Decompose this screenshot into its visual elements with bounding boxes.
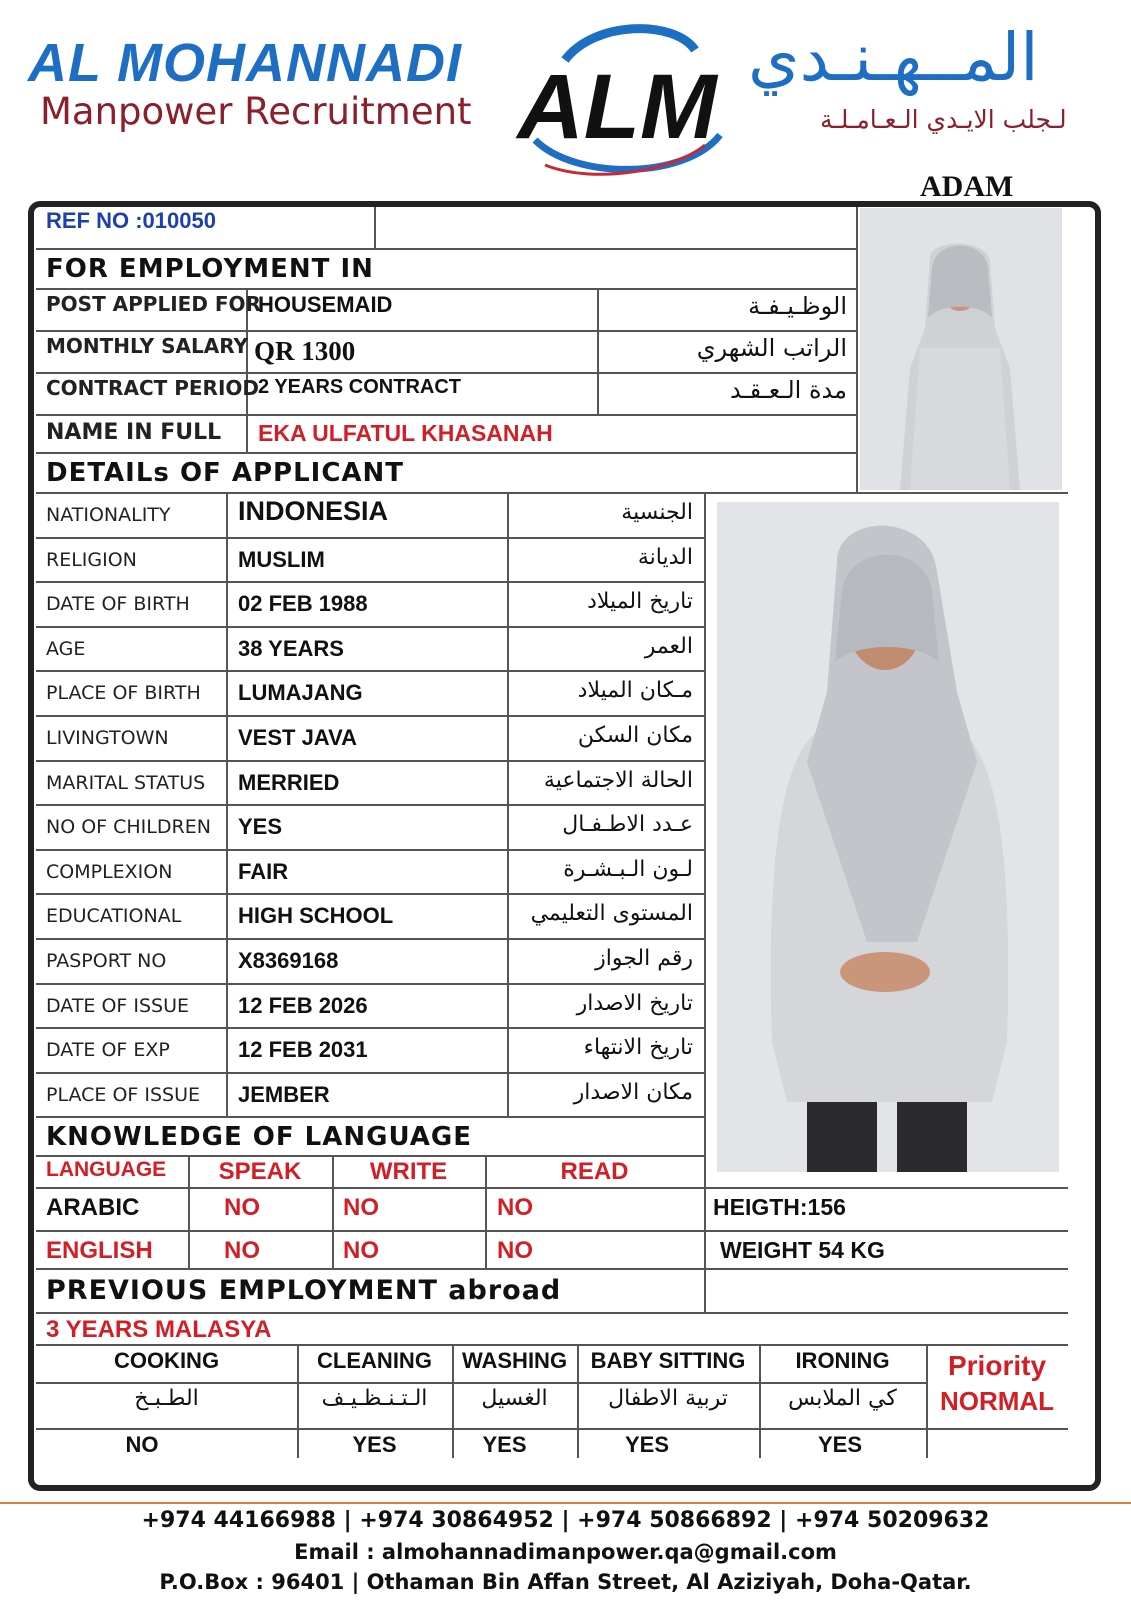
brand-tagline-arabic: لـجلب الايـدي الـعـامـلـة bbox=[820, 105, 1067, 134]
footer-address: P.O.Box : 96401 | Othaman Bin Affan Street, Al Aziziyah, Doha-Qatar. bbox=[159, 1570, 972, 1594]
skill-cleaning-arabic: الـتـنـظـيـف bbox=[321, 1386, 428, 1411]
detail-label: DATE OF EXP bbox=[46, 1039, 170, 1061]
name-label: NAME IN FULL bbox=[46, 420, 222, 445]
detail-label: PLACE OF BIRTH bbox=[46, 682, 201, 704]
skill-washing-label: WASHING bbox=[461, 1348, 568, 1373]
detail-value: YES bbox=[238, 814, 283, 839]
detail-value: MUSLIM bbox=[238, 547, 325, 572]
skill-ironing-value: YES bbox=[817, 1432, 863, 1457]
language-english: ENGLISH bbox=[46, 1237, 153, 1264]
detail-value: MERRIED bbox=[238, 770, 340, 795]
footer-phones: +974 44166988 | +974 30864952 | +974 50866892 | +974 50209632 bbox=[141, 1508, 990, 1533]
logo-text: ALM bbox=[517, 56, 717, 158]
skill-cooking-value: NO bbox=[125, 1432, 159, 1457]
detail-label-arabic: تاريخ الميلاد bbox=[587, 589, 693, 614]
skill-cooking-arabic: الطـبـخ bbox=[134, 1386, 199, 1411]
detail-value: X8369168 bbox=[238, 948, 339, 973]
english-speak: NO bbox=[224, 1237, 260, 1264]
detail-label: NO OF CHILDREN bbox=[46, 816, 211, 838]
detail-label-arabic: مكان السكن bbox=[577, 723, 693, 748]
salary-label: MONTHLY SALARY bbox=[46, 334, 248, 358]
applicant-photo-small bbox=[860, 208, 1062, 490]
details-section-title: DETAILs OF APPLICANT bbox=[46, 458, 405, 488]
detail-value: 12 FEB 2031 bbox=[238, 1037, 368, 1062]
detail-label-arabic: الجنسية bbox=[621, 500, 693, 525]
skill-cooking-label: COOKING bbox=[113, 1348, 220, 1373]
salary-label-arabic: الراتب الشهري bbox=[696, 334, 847, 362]
detail-value: LUMAJANG bbox=[238, 680, 363, 705]
skill-cleaning-label: CLEANING bbox=[317, 1348, 432, 1373]
detail-label: EDUCATIONAL bbox=[46, 905, 182, 927]
skill-babysitting-arabic: تربية الاطفال bbox=[608, 1386, 728, 1411]
ref-number: REF NO :010050 bbox=[46, 208, 216, 233]
detail-value: INDONESIA bbox=[238, 496, 389, 526]
language-section-title: KNOWLEDGE OF LANGUAGE bbox=[46, 1122, 472, 1152]
detail-label-arabic: عـدد الاطـفـال bbox=[562, 812, 693, 837]
post-label-arabic: الوظـيـفـة bbox=[748, 292, 847, 320]
priority-label: Priority bbox=[947, 1350, 1047, 1381]
detail-label-arabic: لـون الـبـشـرة bbox=[563, 857, 693, 882]
brand-tagline: Manpower Recruitment bbox=[40, 90, 472, 133]
agent-name: ADAM bbox=[920, 170, 1014, 203]
detail-label-arabic: الحالة الاجتماعية bbox=[543, 768, 693, 793]
english-read: NO bbox=[497, 1237, 533, 1264]
height-value: HEIGTH:156 bbox=[713, 1194, 846, 1220]
detail-label-arabic: المستوى التعليمي bbox=[530, 901, 693, 926]
language-arabic: ARABIC bbox=[46, 1194, 140, 1221]
detail-value: HIGH SCHOOL bbox=[238, 903, 394, 928]
applicant-name: EKA ULFATUL KHASANAH bbox=[258, 420, 553, 446]
contract-value: 2 YEARS CONTRACT bbox=[258, 376, 461, 398]
skill-washing-arabic: الغسيل bbox=[481, 1386, 548, 1411]
write-header: WRITE bbox=[369, 1158, 448, 1185]
detail-value: FAIR bbox=[238, 859, 289, 884]
contract-label: CONTRACT PERIOD bbox=[46, 376, 259, 400]
previous-employment-value: 3 YEARS MALASYA bbox=[46, 1316, 272, 1343]
detail-label-arabic: مـكان الميلاد bbox=[577, 678, 693, 703]
detail-label-arabic: مكان الاصدار bbox=[573, 1080, 693, 1105]
footer-divider bbox=[0, 1502, 1131, 1504]
detail-label-arabic: تاريخ الانتهاء bbox=[583, 1035, 693, 1060]
language-header: LANGUAGE bbox=[46, 1158, 167, 1181]
applicant-photo-large bbox=[717, 502, 1059, 1172]
detail-label: DATE OF ISSUE bbox=[46, 995, 190, 1017]
skill-washing-value: YES bbox=[482, 1432, 527, 1457]
weight-value: WEIGHT 54 KG bbox=[720, 1237, 885, 1263]
detail-value: 12 FEB 2026 bbox=[238, 993, 368, 1018]
read-header: READ bbox=[560, 1158, 629, 1185]
post-value: HOUSEMAID bbox=[258, 292, 393, 317]
previous-employment-title: PREVIOUS EMPLOYMENT abroad bbox=[46, 1275, 562, 1306]
contract-label-arabic: مدة الـعـقـد bbox=[729, 376, 847, 404]
alm-logo bbox=[505, 20, 730, 180]
detail-label: COMPLEXION bbox=[46, 861, 173, 883]
english-write: NO bbox=[343, 1237, 379, 1264]
brand-name-arabic: المــهـنـدي bbox=[748, 19, 1039, 96]
detail-label-arabic: رقم الجواز bbox=[595, 946, 693, 971]
salary-value: QR 1300 bbox=[254, 336, 356, 366]
detail-label-arabic: العمر bbox=[644, 634, 693, 659]
detail-label: DATE OF BIRTH bbox=[46, 593, 190, 615]
detail-label: AGE bbox=[46, 638, 86, 660]
detail-label-arabic: الديانة bbox=[637, 545, 693, 570]
detail-value: 38 YEARS bbox=[238, 636, 344, 661]
detail-value: VEST JAVA bbox=[238, 725, 357, 750]
detail-label: MARITAL STATUS bbox=[46, 772, 206, 794]
skill-babysitting-value: YES bbox=[624, 1432, 670, 1457]
detail-label-arabic: تاريخ الاصدار bbox=[576, 991, 693, 1016]
skill-cleaning-value: YES bbox=[352, 1432, 397, 1457]
skill-ironing-label: IRONING bbox=[795, 1348, 890, 1373]
arabic-speak: NO bbox=[224, 1194, 260, 1221]
detail-label: PASPORT NO bbox=[46, 950, 167, 972]
post-label: POST APPLIED FOR bbox=[46, 292, 261, 316]
detail-label: PLACE OF ISSUE bbox=[46, 1084, 201, 1106]
skill-ironing-arabic: كي الملابس bbox=[788, 1386, 897, 1411]
footer-email: Email : almohannadimanpower.qa@gmail.com bbox=[294, 1540, 837, 1564]
detail-label: NATIONALITY bbox=[46, 504, 171, 526]
detail-value: JEMBER bbox=[238, 1082, 330, 1107]
detail-label: RELIGION bbox=[46, 549, 137, 571]
priority-value: NORMAL bbox=[939, 1386, 1055, 1416]
detail-value: 02 FEB 1988 bbox=[238, 591, 368, 616]
skill-babysitting-label: BABY SITTING bbox=[590, 1348, 746, 1373]
speak-header: SPEAK bbox=[218, 1158, 302, 1185]
employment-section-title: FOR EMPLOYMENT IN bbox=[46, 254, 374, 284]
arabic-read: NO bbox=[497, 1194, 533, 1221]
arabic-write: NO bbox=[343, 1194, 379, 1221]
detail-label: LIVINGTOWN bbox=[46, 727, 169, 749]
brand-name: AL MOHANNADI bbox=[28, 33, 462, 93]
